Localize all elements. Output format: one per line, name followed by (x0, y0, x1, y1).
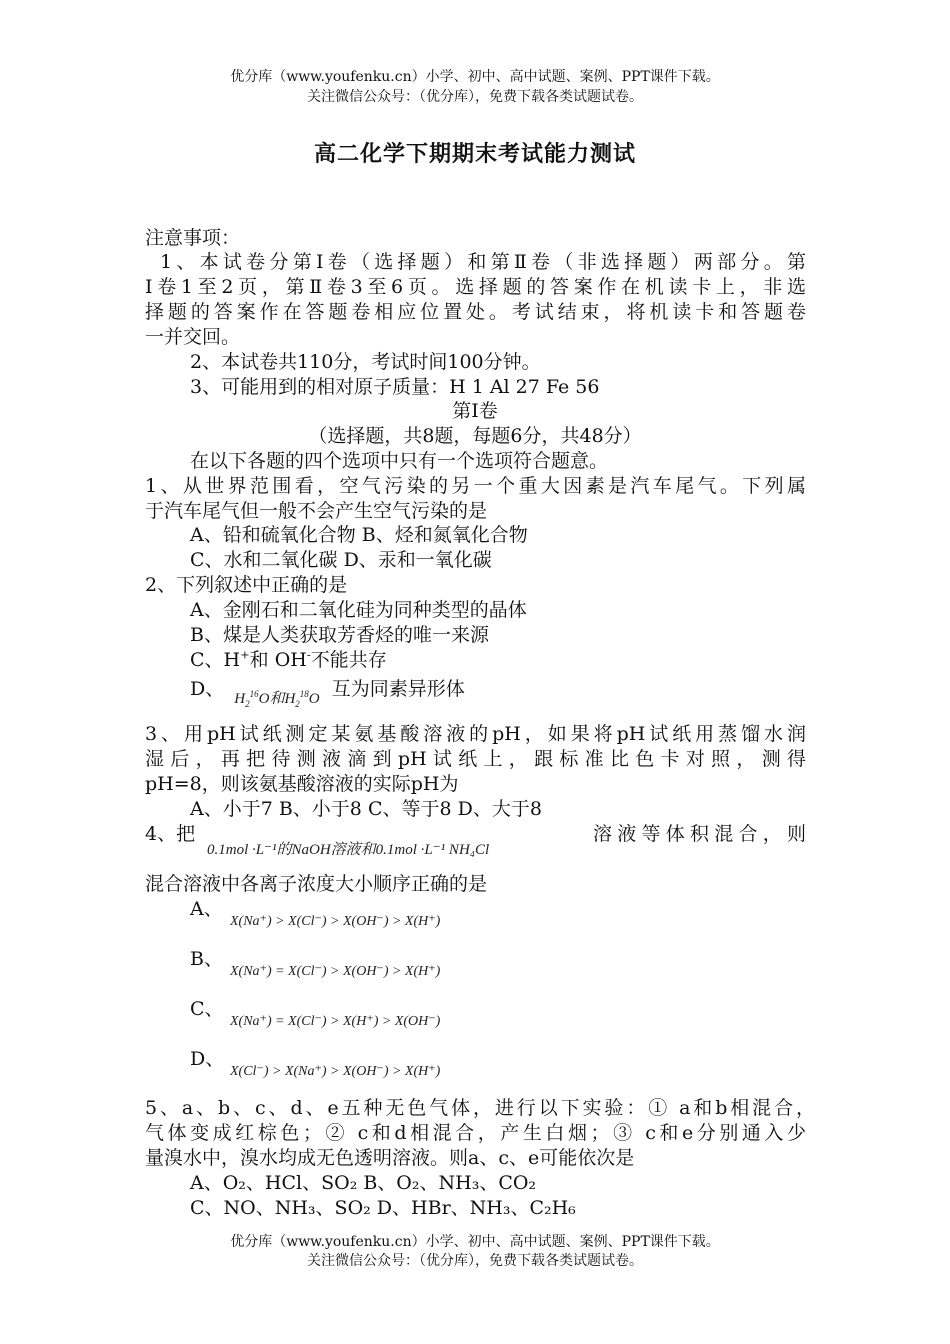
q3-line3: pH=8，则该氨基酸溶液的实际pH为 (145, 773, 459, 795)
q2-d-formula: H216O和H218O (234, 689, 320, 709)
page-title: 高二化学下期期末考试能力测试 (313, 141, 636, 167)
q4-option-a-formula: X(Na⁺) > X(Cl⁻) > X(OH⁻) > X(H⁺) (230, 914, 441, 929)
q2-option-b: B、煤是人类获取芳香烃的唯一来源 (190, 624, 489, 646)
q2-option-a: A、金刚石和二氧化硅为同种类型的晶体 (190, 599, 527, 621)
q1-options-row2: C、水和二氧化碳 D、汞和一氧化碳 (190, 549, 492, 571)
q1-options-row1: A、铅和硫氧化合物 B、烃和氮氧化合物 (190, 524, 528, 546)
notice-p1-line4: 一并交回。 (145, 326, 241, 348)
footer-line-2: 关注微信公众号：（优分库），免费下载各类试题试卷。 (307, 1253, 643, 1269)
q2-option-c: C、H+和 OH-不能共存 (190, 647, 387, 671)
q4-option-b-formula: X(Na⁺) = X(Cl⁻) > X(OH⁻) > X(H⁺) (230, 964, 441, 979)
q3-options: A、小于7 B、小于8 C、等于8 D、大于8 (190, 798, 542, 820)
q5-options-row2: C、NO、NH₃、SO₂ D、HBr、NH₃、C₂H₆ (190, 1197, 576, 1219)
q4-option-b-label: B、 (190, 948, 223, 970)
q4-option-c-label: C、 (190, 998, 224, 1020)
notice-p1-line1: 1、本试卷分第Ⅰ卷（选择题）和第Ⅱ卷（非选择题）两部分。第 (160, 251, 806, 273)
q5-line3: 量溴水中，溴水均成无色透明溶液。则a、c、e可能依次是 (145, 1147, 635, 1169)
q5-line2: 气体变成红棕色；② c和d相混合，产生白烟；③ c和e分别通入少 (145, 1122, 806, 1144)
q4-suffix: 溶液等体积混合，则 (593, 823, 806, 845)
q4-option-a-label: A、 (190, 898, 223, 920)
q4-option-c-formula: X(Na⁺) = X(Cl⁻) > X(H⁺) > X(OH⁻) (230, 1014, 441, 1029)
section-subtitle: （选择题，共8题，每题6分，共48分） (308, 425, 642, 447)
q5-line1: 5、a、b、c、d、e五种无色气体，进行以下实验：① a和b相混合， (145, 1097, 815, 1119)
notice-p3: 3、可能用到的相对原子质量：H 1 Al 27 Fe 56 (190, 376, 600, 398)
q5-options-row1: A、O₂、HCl、SO₂ B、O₂、NH₃、CO₂ (190, 1172, 537, 1194)
q1-stem-line1: 1、从世界范围看，空气污染的另一个重大因素是汽车尾气。下列属 (145, 475, 806, 497)
footer-line-1: 优分库（www.youfenku.cn）小学、初中、高中试题、案例、PPT课件下载。 (230, 1234, 720, 1250)
q4-option-d-label: D、 (190, 1048, 225, 1070)
header-line-2: 关注微信公众号：（优分库），免费下载各类试题试卷。 (307, 89, 643, 105)
q1-stem-line2: 于汽车尾气但一般不会产生空气污染的是 (145, 500, 488, 522)
section-instruction: 在以下各题的四个选项中只有一个选项符合题意。 (190, 450, 609, 472)
q4-option-d-formula: X(Cl⁻) > X(Na⁺) > X(OH⁻) > X(H⁺) (230, 1064, 441, 1079)
notice-p1-line2: Ⅰ卷1至2页，第Ⅱ卷3至6页。选择题的答案作在机读卡上，非选 (145, 276, 806, 298)
q4-prefix: 4、把 (145, 823, 196, 845)
q4-line2: 混合溶液中各离子浓度大小顺序正确的是 (145, 873, 488, 895)
q3-line1: 3、用pH试纸测定某氨基酸溶液的pH，如果将pH试纸用蒸馏水润 (145, 723, 806, 745)
notice-p2: 2、本试卷共110分，考试时间100分钟。 (190, 351, 541, 373)
q2-stem: 2、下列叙述中正确的是 (145, 574, 348, 596)
q2-option-d: D、 $_{H_2^{16}O和H_2^{18}O}$ 互为同素异形体 (190, 678, 465, 709)
q4-formula: 0.1mol ·L⁻¹的NaOH溶液和0.1mol ·L⁻¹ NH₄Cl (207, 842, 490, 858)
header-line-1: 优分库（www.youfenku.cn）小学、初中、高中试题、案例、PPT课件下载。 (230, 69, 720, 85)
notice-p1-line3: 择题的答案作在答题卷相应位置处。考试结束，将机读卡和答题卷 (145, 301, 806, 323)
q3-line2: 湿后，再把待测液滴到pH试纸上，跟标准比色卡对照，测得 (145, 748, 806, 770)
notice-heading: 注意事项： (145, 227, 241, 249)
section-title: 第Ⅰ卷 (452, 400, 498, 422)
